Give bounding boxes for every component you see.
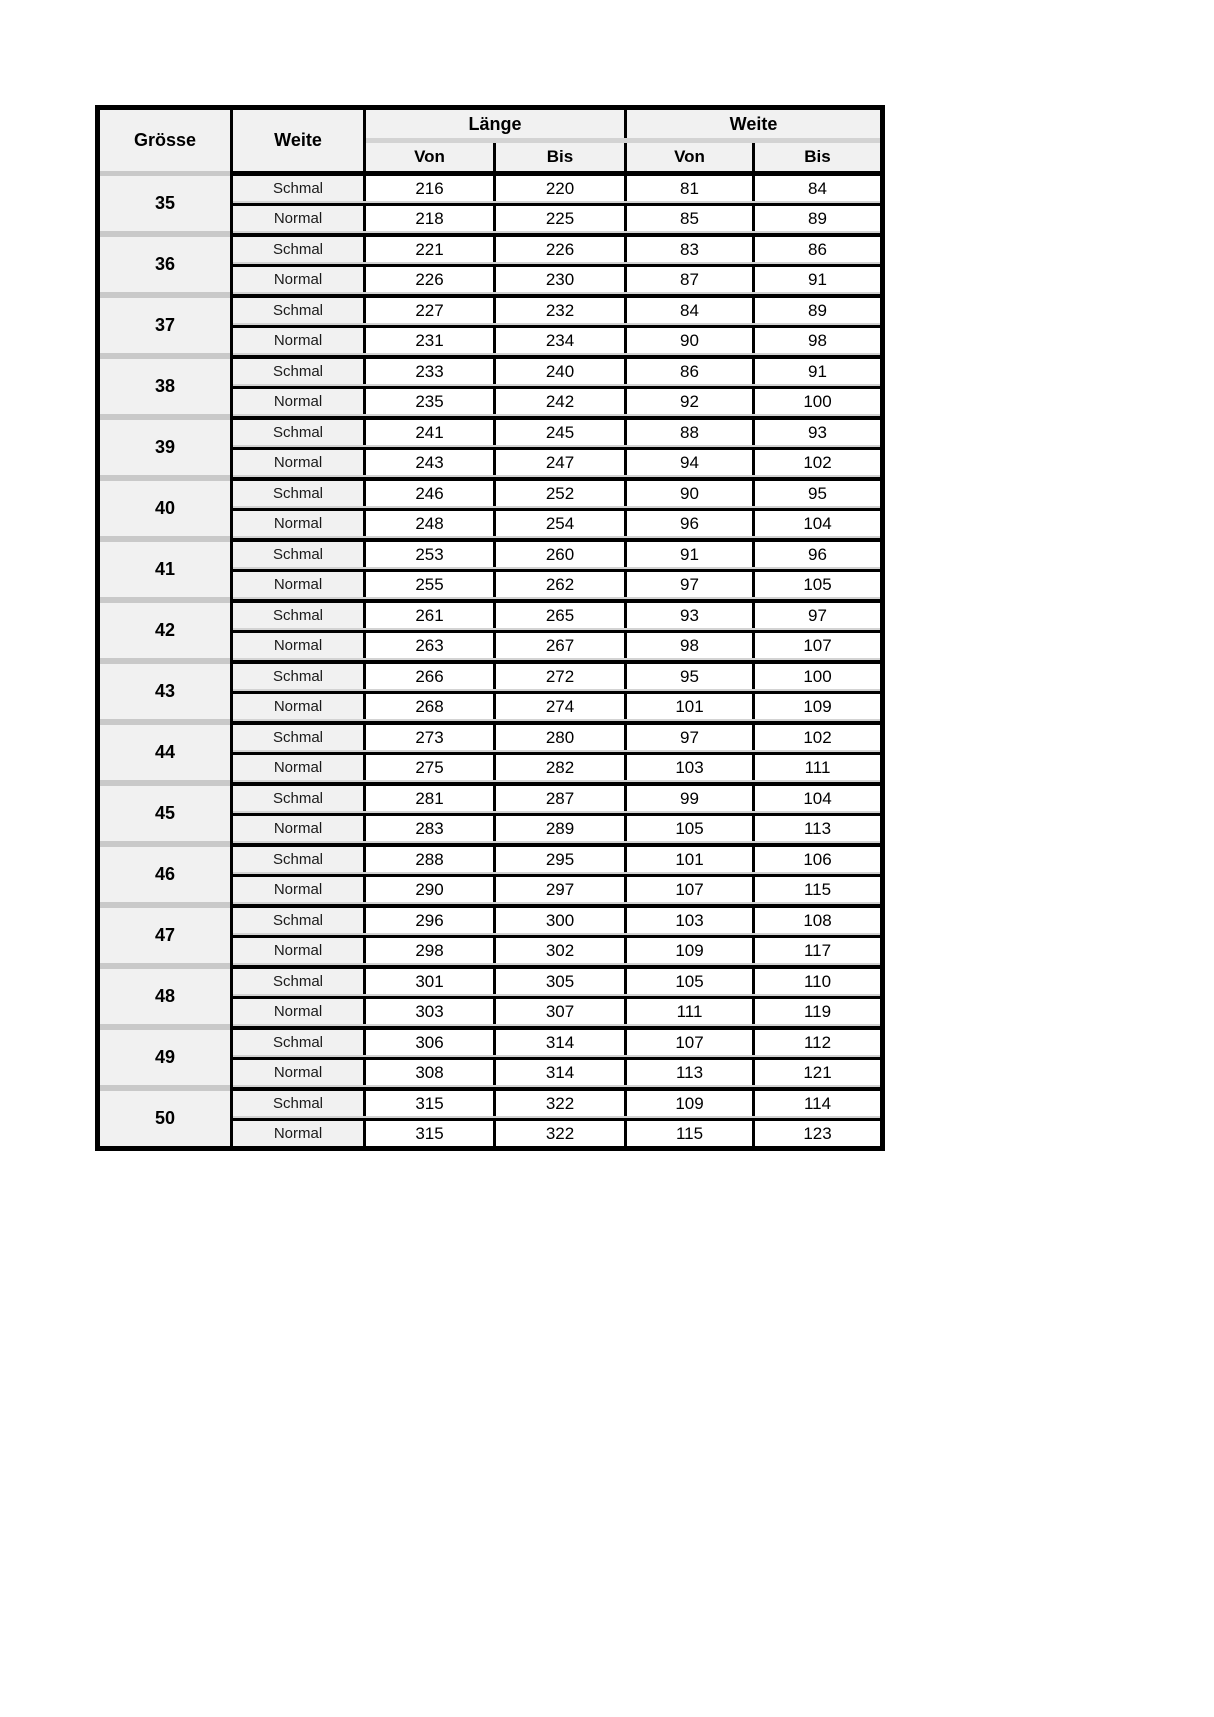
laenge-von-cell: 261 [363, 603, 493, 628]
size-group [100, 847, 880, 908]
laenge-bis-cell: 300 [493, 908, 624, 933]
weite-label-cell: Normal [233, 816, 363, 841]
size-group-left [100, 664, 230, 725]
size-group [100, 481, 880, 542]
size-group-rows [230, 481, 880, 542]
weite-bis-cell: 114 [752, 1091, 880, 1116]
weite-von-cell: 109 [624, 938, 752, 963]
laenge-bis-cell: 289 [493, 816, 624, 841]
weite-von-cell: 92 [624, 389, 752, 414]
header-weite-bis: Bis [752, 143, 880, 171]
size-group-left [100, 298, 230, 359]
laenge-von-cell: 241 [363, 420, 493, 445]
size-group-rows [230, 237, 880, 298]
weite-bis-cell: 96 [752, 542, 880, 567]
weite-von-cell: 94 [624, 450, 752, 475]
size-cell: 48 [100, 969, 230, 1024]
table-row-schmal [233, 176, 880, 201]
laenge-bis-cell: 272 [493, 664, 624, 689]
weite-label-cell: Schmal [233, 1091, 363, 1116]
laenge-von-cell: 246 [363, 481, 493, 506]
table-row-normal [233, 633, 880, 658]
weite-label-cell: Normal [233, 938, 363, 963]
laenge-von-cell: 231 [363, 328, 493, 353]
weite-bis-cell: 108 [752, 908, 880, 933]
laenge-von-cell: 296 [363, 908, 493, 933]
laenge-von-cell: 315 [363, 1091, 493, 1116]
size-cell: 47 [100, 908, 230, 963]
weite-label-cell: Schmal [233, 603, 363, 628]
laenge-von-cell: 273 [363, 725, 493, 750]
table-row-normal [233, 1121, 880, 1146]
header-vonbis-row [366, 143, 880, 171]
header-weite2: Weite [624, 110, 880, 138]
laenge-bis-cell: 295 [493, 847, 624, 872]
header-groesse: Grösse [100, 110, 230, 171]
size-group [100, 786, 880, 847]
weite-von-cell: 101 [624, 847, 752, 872]
laenge-bis-cell: 274 [493, 694, 624, 719]
laenge-von-cell: 221 [363, 237, 493, 262]
weite-label-cell: Schmal [233, 725, 363, 750]
size-group [100, 603, 880, 664]
weite-label-cell: Schmal [233, 298, 363, 323]
size-group [100, 237, 880, 298]
table-row-schmal [233, 298, 880, 323]
size-group-rows [230, 847, 880, 908]
laenge-von-cell: 315 [363, 1121, 493, 1146]
weite-label-cell: Normal [233, 877, 363, 902]
laenge-von-cell: 275 [363, 755, 493, 780]
table-row-normal [233, 450, 880, 475]
weite-von-cell: 88 [624, 420, 752, 445]
size-group-rows [230, 420, 880, 481]
table-row-normal [233, 938, 880, 963]
weite-label-cell: Normal [233, 328, 363, 353]
weite-bis-cell: 91 [752, 359, 880, 384]
weite-label-cell: Schmal [233, 359, 363, 384]
size-group-left [100, 847, 230, 908]
weite-von-cell: 111 [624, 999, 752, 1024]
table-row-schmal [233, 847, 880, 872]
size-group-rows [230, 603, 880, 664]
size-group-rows [230, 969, 880, 1030]
size-cell: 42 [100, 603, 230, 658]
table-row-schmal [233, 542, 880, 567]
laenge-bis-cell: 254 [493, 511, 624, 536]
table-row-schmal [233, 420, 880, 445]
size-cell: 41 [100, 542, 230, 597]
weite-bis-cell: 123 [752, 1121, 880, 1146]
weite-von-cell: 105 [624, 816, 752, 841]
weite-label-cell: Normal [233, 999, 363, 1024]
weite-bis-cell: 98 [752, 328, 880, 353]
size-group-rows [230, 908, 880, 969]
size-group-left [100, 908, 230, 969]
table-row-schmal [233, 908, 880, 933]
header-weite-von: Von [624, 143, 752, 171]
laenge-bis-cell: 262 [493, 572, 624, 597]
weite-label-cell: Normal [233, 633, 363, 658]
weite-von-cell: 105 [624, 969, 752, 994]
table-row-normal [233, 389, 880, 414]
weite-bis-cell: 95 [752, 481, 880, 506]
weite-bis-cell: 119 [752, 999, 880, 1024]
laenge-bis-cell: 305 [493, 969, 624, 994]
weite-von-cell: 87 [624, 267, 752, 292]
header-span-row [366, 110, 880, 138]
weite-von-cell: 107 [624, 877, 752, 902]
size-group-rows [230, 1030, 880, 1091]
size-group [100, 542, 880, 603]
weite-von-cell: 115 [624, 1121, 752, 1146]
weite-von-cell: 103 [624, 755, 752, 780]
table-row-normal [233, 877, 880, 902]
size-group [100, 1091, 880, 1146]
header-laenge-bis: Bis [493, 143, 624, 171]
size-group [100, 298, 880, 359]
laenge-von-cell: 226 [363, 267, 493, 292]
weite-bis-cell: 86 [752, 237, 880, 262]
weite-bis-cell: 107 [752, 633, 880, 658]
size-group-rows [230, 1091, 880, 1146]
size-group [100, 969, 880, 1030]
size-group [100, 359, 880, 420]
weite-label-cell: Schmal [233, 420, 363, 445]
laenge-bis-cell: 230 [493, 267, 624, 292]
weite-bis-cell: 115 [752, 877, 880, 902]
header-laenge-weite-block [363, 110, 880, 171]
weite-bis-cell: 91 [752, 267, 880, 292]
laenge-bis-cell: 265 [493, 603, 624, 628]
weite-bis-cell: 100 [752, 664, 880, 689]
weite-bis-cell: 110 [752, 969, 880, 994]
weite-von-cell: 96 [624, 511, 752, 536]
size-group-rows [230, 725, 880, 786]
size-cell: 37 [100, 298, 230, 353]
weite-von-cell: 98 [624, 633, 752, 658]
size-group-rows [230, 542, 880, 603]
laenge-bis-cell: 220 [493, 176, 624, 201]
table-row-schmal [233, 359, 880, 384]
laenge-bis-cell: 234 [493, 328, 624, 353]
laenge-von-cell: 216 [363, 176, 493, 201]
header-right-region [230, 110, 880, 176]
laenge-von-cell: 303 [363, 999, 493, 1024]
header-laenge-von: Von [366, 143, 493, 171]
table-row-normal [233, 755, 880, 780]
weite-von-cell: 97 [624, 725, 752, 750]
size-cell: 39 [100, 420, 230, 475]
laenge-bis-cell: 232 [493, 298, 624, 323]
size-group-left [100, 176, 230, 237]
weite-bis-cell: 117 [752, 938, 880, 963]
weite-label-cell: Schmal [233, 237, 363, 262]
laenge-von-cell: 218 [363, 206, 493, 231]
laenge-von-cell: 253 [363, 542, 493, 567]
size-cell: 50 [100, 1091, 230, 1146]
laenge-von-cell: 235 [363, 389, 493, 414]
size-group-left [100, 542, 230, 603]
size-group-left [100, 481, 230, 542]
weite-bis-cell: 109 [752, 694, 880, 719]
laenge-von-cell: 308 [363, 1060, 493, 1085]
table-row-schmal [233, 786, 880, 811]
weite-bis-cell: 111 [752, 755, 880, 780]
laenge-von-cell: 281 [363, 786, 493, 811]
laenge-bis-cell: 280 [493, 725, 624, 750]
laenge-bis-cell: 314 [493, 1030, 624, 1055]
weite-bis-cell: 105 [752, 572, 880, 597]
size-cell: 43 [100, 664, 230, 719]
size-group [100, 664, 880, 725]
weite-label-cell: Normal [233, 1121, 363, 1146]
laenge-bis-cell: 322 [493, 1121, 624, 1146]
table-row-normal [233, 1060, 880, 1085]
size-group-left [100, 237, 230, 298]
laenge-von-cell: 288 [363, 847, 493, 872]
size-table [95, 105, 885, 1151]
laenge-von-cell: 266 [363, 664, 493, 689]
laenge-von-cell: 290 [363, 877, 493, 902]
laenge-von-cell: 268 [363, 694, 493, 719]
laenge-bis-cell: 252 [493, 481, 624, 506]
size-group-rows [230, 176, 880, 237]
weite-label-cell: Schmal [233, 908, 363, 933]
weite-von-cell: 81 [624, 176, 752, 201]
weite-bis-cell: 102 [752, 450, 880, 475]
weite-label-cell: Normal [233, 511, 363, 536]
table-row-normal [233, 267, 880, 292]
table-header [100, 110, 880, 176]
weite-von-cell: 95 [624, 664, 752, 689]
header-top [233, 110, 880, 171]
size-group-left [100, 969, 230, 1030]
weite-bis-cell: 104 [752, 511, 880, 536]
weite-von-cell: 85 [624, 206, 752, 231]
size-group-left [100, 1030, 230, 1091]
table-row-schmal [233, 481, 880, 506]
laenge-bis-cell: 245 [493, 420, 624, 445]
table-row-normal [233, 999, 880, 1024]
size-group-rows [230, 298, 880, 359]
size-group-rows [230, 786, 880, 847]
table-row-normal [233, 694, 880, 719]
size-group-left [100, 786, 230, 847]
laenge-von-cell: 233 [363, 359, 493, 384]
weite-label-cell: Normal [233, 450, 363, 475]
laenge-bis-cell: 302 [493, 938, 624, 963]
weite-von-cell: 86 [624, 359, 752, 384]
weite-von-cell: 93 [624, 603, 752, 628]
weite-von-cell: 103 [624, 908, 752, 933]
weite-bis-cell: 121 [752, 1060, 880, 1085]
weite-bis-cell: 100 [752, 389, 880, 414]
size-group-left [100, 359, 230, 420]
size-group-left [100, 725, 230, 786]
laenge-bis-cell: 242 [493, 389, 624, 414]
weite-label-cell: Schmal [233, 481, 363, 506]
table-row-schmal [233, 725, 880, 750]
header-laenge: Länge [366, 110, 624, 138]
size-cell: 46 [100, 847, 230, 902]
laenge-bis-cell: 226 [493, 237, 624, 262]
size-cell: 36 [100, 237, 230, 292]
size-cell: 44 [100, 725, 230, 780]
size-cell: 35 [100, 176, 230, 231]
weite-bis-cell: 106 [752, 847, 880, 872]
size-table-inner [100, 110, 880, 1146]
weite-von-cell: 97 [624, 572, 752, 597]
weite-bis-cell: 84 [752, 176, 880, 201]
laenge-von-cell: 243 [363, 450, 493, 475]
weite-label-cell: Schmal [233, 1030, 363, 1055]
weite-label-cell: Schmal [233, 786, 363, 811]
size-group-rows [230, 664, 880, 725]
table-row-normal [233, 816, 880, 841]
weite-bis-cell: 113 [752, 816, 880, 841]
size-cell: 38 [100, 359, 230, 414]
weite-bis-cell: 97 [752, 603, 880, 628]
weite-von-cell: 113 [624, 1060, 752, 1085]
weite-label-cell: Normal [233, 755, 363, 780]
laenge-von-cell: 283 [363, 816, 493, 841]
laenge-bis-cell: 322 [493, 1091, 624, 1116]
table-row-schmal [233, 237, 880, 262]
table-row-schmal [233, 664, 880, 689]
weite-von-cell: 109 [624, 1091, 752, 1116]
table-row-schmal [233, 1091, 880, 1116]
weite-von-cell: 84 [624, 298, 752, 323]
weite-bis-cell: 102 [752, 725, 880, 750]
laenge-von-cell: 227 [363, 298, 493, 323]
table-row-schmal [233, 969, 880, 994]
weite-label-cell: Schmal [233, 969, 363, 994]
header-weite-column: Weite [233, 110, 363, 171]
header-left-column [100, 110, 230, 176]
size-group-left [100, 603, 230, 664]
weite-von-cell: 107 [624, 1030, 752, 1055]
weite-label-cell: Normal [233, 267, 363, 292]
weite-label-cell: Schmal [233, 542, 363, 567]
size-group [100, 420, 880, 481]
laenge-bis-cell: 282 [493, 755, 624, 780]
laenge-bis-cell: 240 [493, 359, 624, 384]
table-row-normal [233, 511, 880, 536]
weite-von-cell: 91 [624, 542, 752, 567]
table-row-schmal [233, 1030, 880, 1055]
size-group [100, 1030, 880, 1091]
laenge-von-cell: 301 [363, 969, 493, 994]
laenge-bis-cell: 314 [493, 1060, 624, 1085]
weite-label-cell: Normal [233, 206, 363, 231]
laenge-bis-cell: 260 [493, 542, 624, 567]
weite-von-cell: 99 [624, 786, 752, 811]
weite-bis-cell: 104 [752, 786, 880, 811]
table-row-schmal [233, 603, 880, 628]
size-group-left [100, 1091, 230, 1146]
weite-label-cell: Normal [233, 572, 363, 597]
size-cell: 40 [100, 481, 230, 536]
weite-label-cell: Schmal [233, 176, 363, 201]
weite-label-cell: Normal [233, 694, 363, 719]
weite-label-cell: Schmal [233, 664, 363, 689]
weite-bis-cell: 93 [752, 420, 880, 445]
table-row-normal [233, 206, 880, 231]
weite-label-cell: Schmal [233, 847, 363, 872]
laenge-von-cell: 255 [363, 572, 493, 597]
weite-bis-cell: 89 [752, 298, 880, 323]
size-group-left [100, 420, 230, 481]
size-group-rows [230, 359, 880, 420]
size-group [100, 725, 880, 786]
table-groups [100, 176, 880, 1146]
laenge-bis-cell: 287 [493, 786, 624, 811]
size-group [100, 908, 880, 969]
laenge-von-cell: 306 [363, 1030, 493, 1055]
weite-label-cell: Normal [233, 1060, 363, 1085]
laenge-von-cell: 248 [363, 511, 493, 536]
weite-label-cell: Normal [233, 389, 363, 414]
weite-von-cell: 83 [624, 237, 752, 262]
laenge-bis-cell: 247 [493, 450, 624, 475]
size-cell: 49 [100, 1030, 230, 1085]
laenge-bis-cell: 225 [493, 206, 624, 231]
laenge-von-cell: 263 [363, 633, 493, 658]
laenge-bis-cell: 297 [493, 877, 624, 902]
weite-von-cell: 101 [624, 694, 752, 719]
laenge-von-cell: 298 [363, 938, 493, 963]
laenge-bis-cell: 307 [493, 999, 624, 1024]
table-row-normal [233, 572, 880, 597]
weite-bis-cell: 112 [752, 1030, 880, 1055]
weite-bis-cell: 89 [752, 206, 880, 231]
size-group [100, 176, 880, 237]
laenge-bis-cell: 267 [493, 633, 624, 658]
weite-von-cell: 90 [624, 328, 752, 353]
table-row-normal [233, 328, 880, 353]
weite-von-cell: 90 [624, 481, 752, 506]
size-cell: 45 [100, 786, 230, 841]
